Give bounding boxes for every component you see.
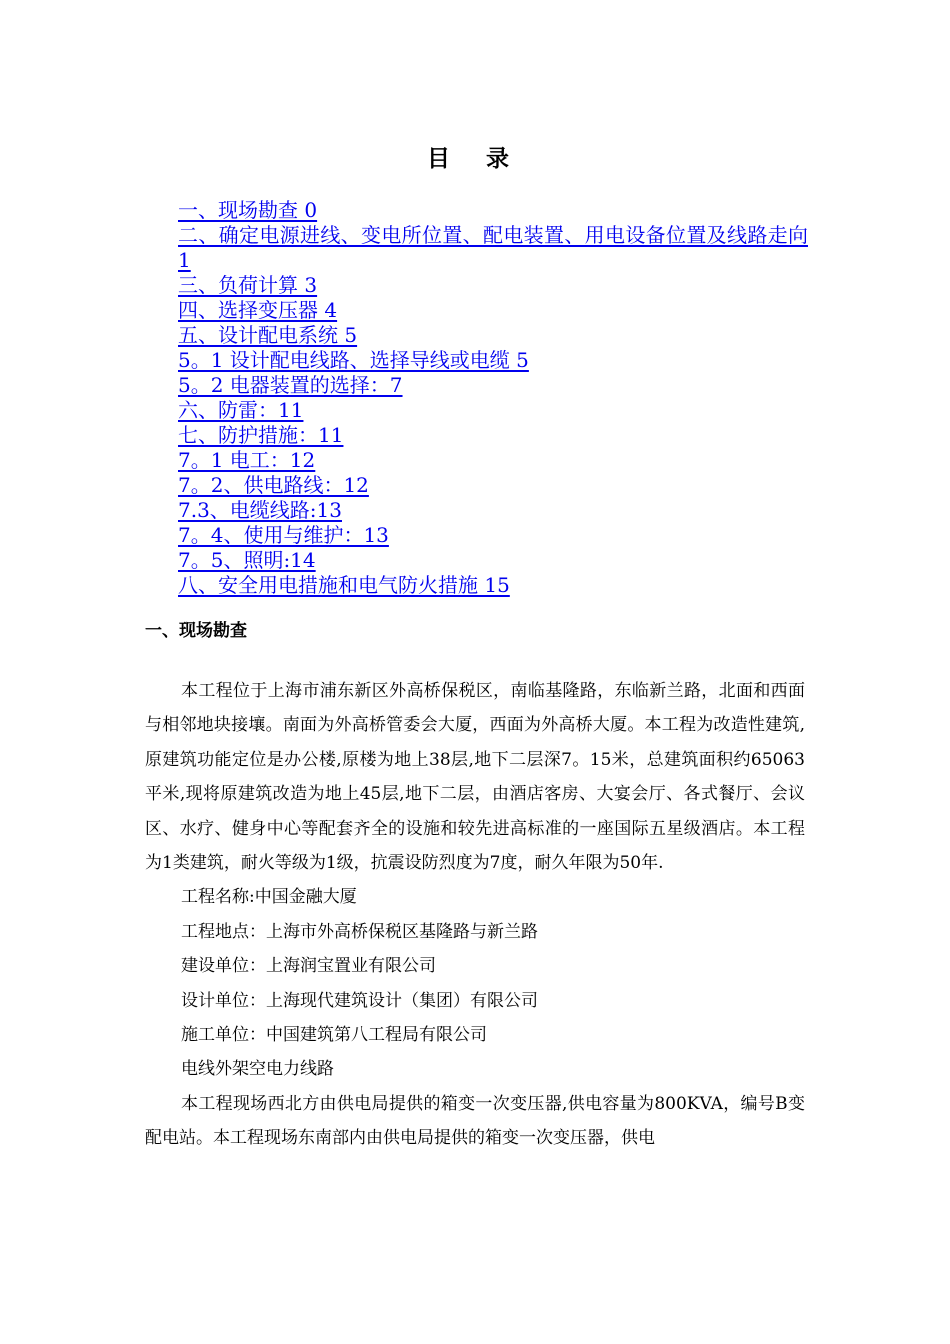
toc-link-protective-measures[interactable]: 七、防护措施：11	[178, 423, 344, 447]
section-body	[145, 674, 805, 1156]
designer-line: 设计单位：上海现代建筑设计（集团）有限公司	[181, 990, 538, 1011]
toc-link-electricians[interactable]: 7。1 电工：12	[178, 448, 316, 472]
toc-link-load-calculation[interactable]: 三、负荷计算 3	[178, 273, 318, 297]
toc-link-transformer-selection[interactable]: 四、选择变压器 4	[178, 298, 338, 322]
toc-link-safety-fire-measures[interactable]: 八、安全用电措施和电气防火措施 15	[178, 573, 510, 597]
toc-link-cable-lines[interactable]: 7.3、电缆线路:13	[178, 498, 342, 522]
toc-link-lightning-protection[interactable]: 六、防雷：11	[178, 398, 304, 422]
project-name-line: 工程名称:中国金融大厦	[181, 887, 357, 908]
supply-paragraph: 本工程现场西北方由供电局提供的箱变一次变压器,供电容量为800KVA，编号B变配电站。本工程现场东南部内由供电局提供的箱变一次变压器，供电	[145, 1093, 805, 1149]
toc-link-electrical-devices[interactable]: 5。2 电器装置的选择：7	[178, 373, 403, 397]
toc-link-site-survey[interactable]: 一、现场勘查 0	[178, 198, 318, 222]
toc-link-use-maintenance[interactable]: 7。4、使用与维护：13	[178, 523, 389, 547]
toc-link-distribution-lines[interactable]: 5。1 设计配电线路、选择导线或电缆 5	[178, 348, 529, 372]
intro-paragraph: 本工程位于上海市浦东新区外高桥保税区，南临基隆路，东临新兰路，北面和西面与相邻地块接壤。南面为外高桥管委会大厦，西面为外高桥大厦。本工程为改造性建筑,原建筑功能定位是办公楼,原楼为地上38层,地下二层深7。15米，总建筑面积约65063平米,现将原建筑改造为地上45层,地下二层，由酒店客房、大宴会厅、各式餐厅、会议区、水疗、健身中心等配套齐全的设施和较先进高标准的一座国际五星级酒店。本工程为1类建筑，耐火等级为1级，抗震设防烈度为7度，耐久年限为50年.	[145, 681, 805, 874]
project-location-line: 工程地点：上海市外高桥保税区基隆路与新兰路	[181, 921, 538, 942]
section-heading-site-survey: 一、现场勘查	[145, 621, 247, 641]
power-line-heading: 电线外架空电力线路	[181, 1059, 334, 1080]
toc-link-lighting[interactable]: 7。5、照明:14	[178, 548, 316, 572]
toc-link-power-source-routing[interactable]: 二、确定电源进线、变电所位置、配电装置、用电设备位置及线路走向 1	[178, 223, 808, 272]
toc-link-supply-lines[interactable]: 7。2、供电路线：12	[178, 473, 369, 497]
builder-line: 建设单位：上海润宝置业有限公司	[181, 956, 436, 977]
toc-title: 目 录	[426, 146, 523, 172]
table-of-contents	[178, 198, 808, 598]
toc-link-distribution-system[interactable]: 五、设计配电系统 5	[178, 323, 358, 347]
contractor-line: 施工单位：中国建筑第八工程局有限公司	[181, 1025, 487, 1046]
